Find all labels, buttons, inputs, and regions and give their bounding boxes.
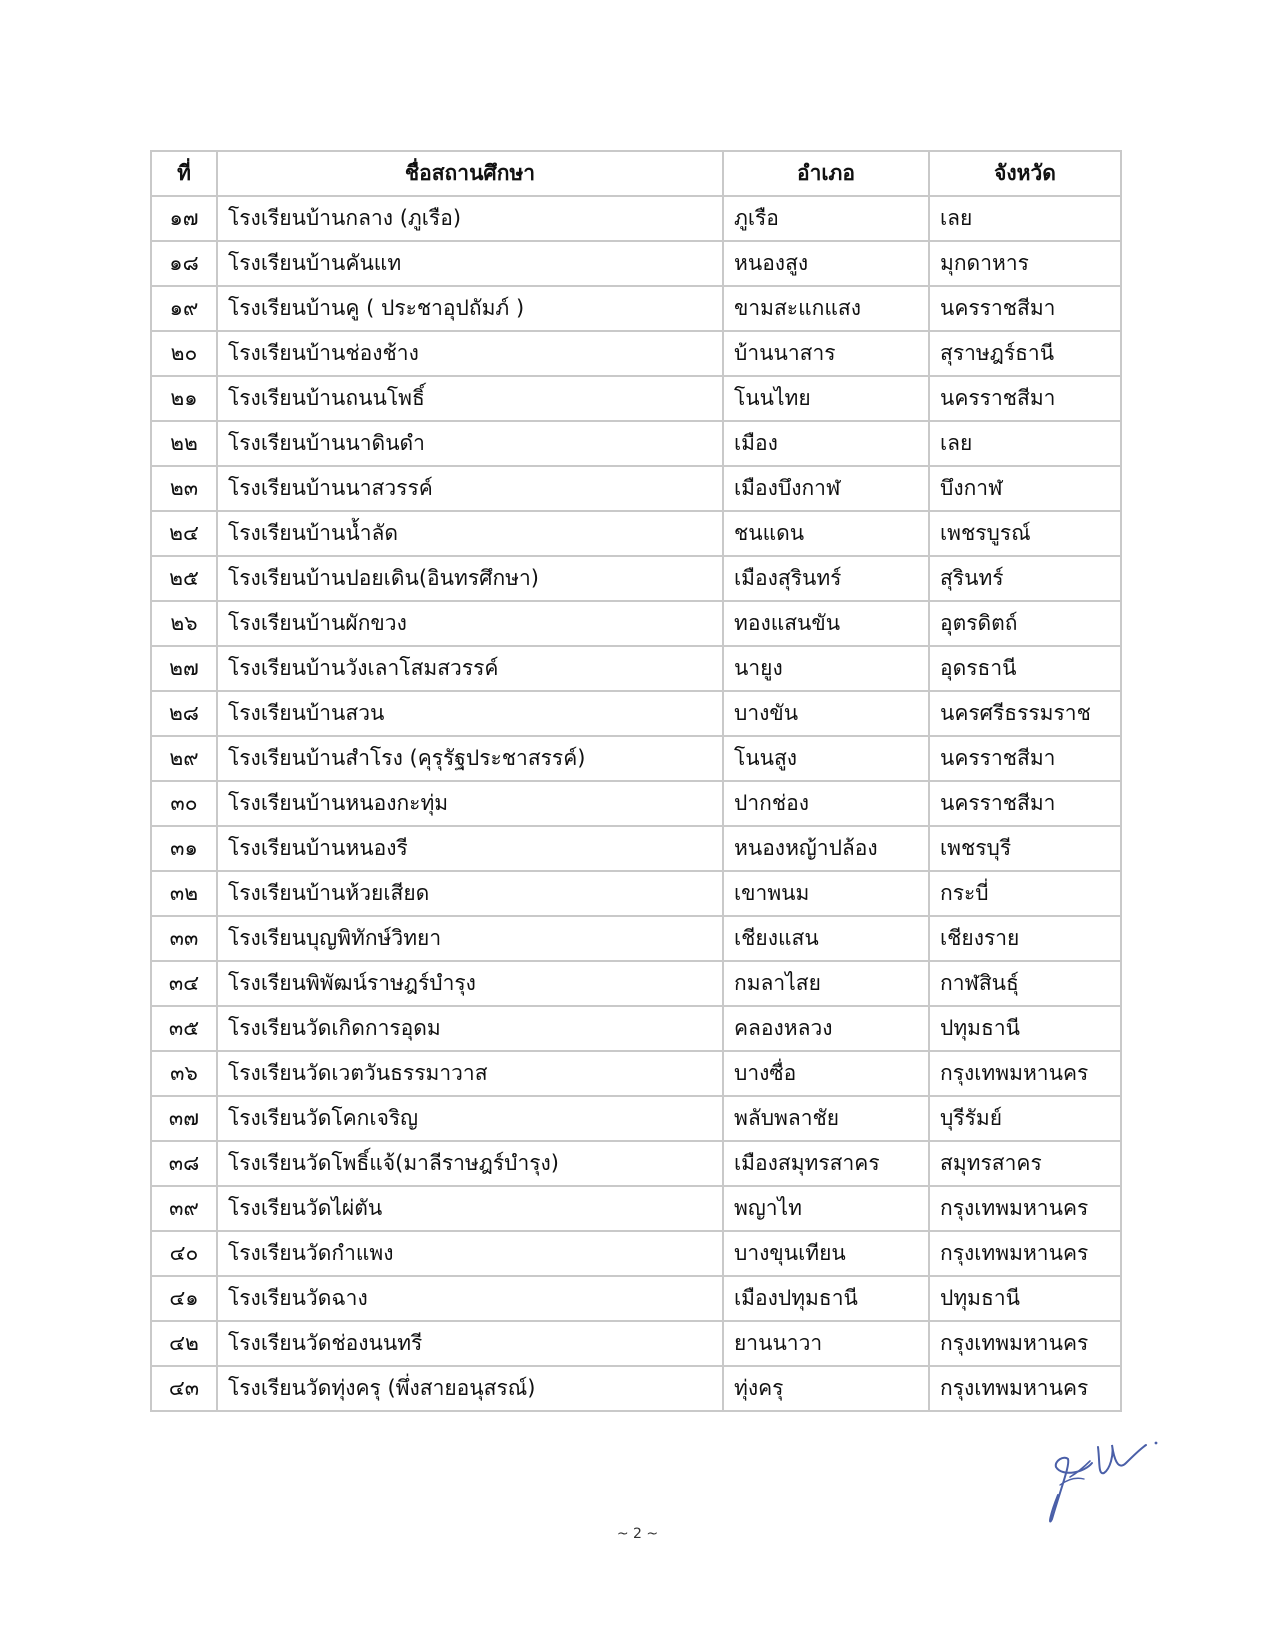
province-cell: กรุงเทพมหานคร (929, 1231, 1121, 1276)
province-cell: สุรินทร์ (929, 556, 1121, 601)
province-cell: บึงกาฬ (929, 466, 1121, 511)
district-cell: หนองหญ้าปล้อง (723, 826, 929, 871)
school-name-cell: โรงเรียนบ้านน้ำลัด (217, 511, 723, 556)
row-number: ๓๘ (151, 1141, 217, 1186)
province-cell: เลย (929, 196, 1121, 241)
province-cell: นครราชสีมา (929, 736, 1121, 781)
school-name-cell: โรงเรียนบ้านหนองกะทุ่ม (217, 781, 723, 826)
row-number: ๔๒ (151, 1321, 217, 1366)
row-number: ๓๕ (151, 1006, 217, 1051)
row-number: ๒๑ (151, 376, 217, 421)
school-name-cell: โรงเรียนบ้านช่องช้าง (217, 331, 723, 376)
province-cell: กรุงเทพมหานคร (929, 1186, 1121, 1231)
school-name-cell: โรงเรียนบ้านกลาง (ภูเรือ) (217, 196, 723, 241)
school-name-cell: โรงเรียนพิพัฒน์ราษฎร์บำรุง (217, 961, 723, 1006)
district-cell: พญาไท (723, 1186, 929, 1231)
province-cell: นครราชสีมา (929, 286, 1121, 331)
table-row (151, 331, 1121, 376)
province-cell: กรุงเทพมหานคร (929, 1366, 1121, 1411)
row-number: ๓๗ (151, 1096, 217, 1141)
row-number: ๓๓ (151, 916, 217, 961)
district-cell: เมืองสุรินทร์ (723, 556, 929, 601)
district-cell: บางซื่อ (723, 1051, 929, 1096)
row-number: ๒๒ (151, 421, 217, 466)
header-province: จังหวัด (929, 151, 1121, 196)
row-number: ๑๙ (151, 286, 217, 331)
school-name-cell: โรงเรียนบ้านวังเลาโสมสวรรค์ (217, 646, 723, 691)
district-cell: คลองหลวง (723, 1006, 929, 1051)
province-cell: อุตรดิตถ์ (929, 601, 1121, 646)
school-name-cell: โรงเรียนบ้านคู ( ประชาอุปถัมภ์ ) (217, 286, 723, 331)
district-cell: ทองแสนขัน (723, 601, 929, 646)
row-number: ๒๙ (151, 736, 217, 781)
school-name-cell: โรงเรียนวัดโคกเจริญ (217, 1096, 723, 1141)
province-cell: สุราษฎร์ธานี (929, 331, 1121, 376)
school-name-cell: โรงเรียนวัดโพธิ์แจ้(มาลีราษฎร์บำรุง) (217, 1141, 723, 1186)
table-row (151, 781, 1121, 826)
row-number: ๓๙ (151, 1186, 217, 1231)
school-name-cell: โรงเรียนบ้านห้วยเสียด (217, 871, 723, 916)
header-no: ที่ (151, 151, 217, 196)
table-body (151, 196, 1121, 1411)
school-name-cell: โรงเรียนบ้านคันแท (217, 241, 723, 286)
province-cell: กรุงเทพมหานคร (929, 1321, 1121, 1366)
table-row (151, 646, 1121, 691)
school-name-cell: โรงเรียนบ้านนาดินดำ (217, 421, 723, 466)
table-row (151, 1321, 1121, 1366)
school-name-cell: โรงเรียนบ้านสำโรง (คุรุรัฐประชาสรรค์) (217, 736, 723, 781)
table-row (151, 556, 1121, 601)
province-cell: บุรีรัมย์ (929, 1096, 1121, 1141)
school-name-cell: โรงเรียนวัดเกิดการอุดม (217, 1006, 723, 1051)
table-row (151, 241, 1121, 286)
row-number: ๓๑ (151, 826, 217, 871)
province-cell: ปทุมธานี (929, 1276, 1121, 1321)
row-number: ๔๐ (151, 1231, 217, 1276)
table-row (151, 916, 1121, 961)
row-number: ๓๒ (151, 871, 217, 916)
table-row (151, 376, 1121, 421)
row-number: ๒๐ (151, 331, 217, 376)
school-name-cell: โรงเรียนวัดช่องนนทรี (217, 1321, 723, 1366)
district-cell: ภูเรือ (723, 196, 929, 241)
row-number: ๒๔ (151, 511, 217, 556)
row-number: ๒๖ (151, 601, 217, 646)
row-number: ๓๖ (151, 1051, 217, 1096)
province-cell: สมุทรสาคร (929, 1141, 1121, 1186)
province-cell: นครราชสีมา (929, 376, 1121, 421)
header-district: อำเภอ (723, 151, 929, 196)
row-number: ๔๓ (151, 1366, 217, 1411)
district-cell: เมือง (723, 421, 929, 466)
school-name-cell: โรงเรียนบ้านผักขวง (217, 601, 723, 646)
schools-table (150, 150, 1122, 1412)
table-row (151, 826, 1121, 871)
province-cell: เพชรบูรณ์ (929, 511, 1121, 556)
table-row (151, 1231, 1121, 1276)
table-row (151, 1366, 1121, 1411)
school-name-cell: โรงเรียนวัดไผ่ตัน (217, 1186, 723, 1231)
row-number: ๓๔ (151, 961, 217, 1006)
district-cell: บ้านนาสาร (723, 331, 929, 376)
table-row (151, 1186, 1121, 1231)
row-number: ๒๕ (151, 556, 217, 601)
province-cell: ปทุมธานี (929, 1006, 1121, 1051)
school-name-cell: โรงเรียนบ้านสวน (217, 691, 723, 736)
school-name-cell: โรงเรียนบ้านถนนโพธิ์ (217, 376, 723, 421)
table-row (151, 1051, 1121, 1096)
district-cell: เมืองบึงกาฬ (723, 466, 929, 511)
table-row (151, 691, 1121, 736)
page-number: ~ 2 ~ (616, 1526, 659, 1542)
table-row (151, 286, 1121, 331)
district-cell: บางขัน (723, 691, 929, 736)
table-header-row (151, 151, 1121, 196)
school-name-cell: โรงเรียนบ้านปอยเดิน(อินทรศึกษา) (217, 556, 723, 601)
province-cell: นครศรีธรรมราช (929, 691, 1121, 736)
province-cell: นครราชสีมา (929, 781, 1121, 826)
province-cell: เลย (929, 421, 1121, 466)
district-cell: พลับพลาชัย (723, 1096, 929, 1141)
table-row (151, 871, 1121, 916)
district-cell: นายูง (723, 646, 929, 691)
table-row (151, 1006, 1121, 1051)
table-row (151, 1276, 1121, 1321)
province-cell: มุกดาหาร (929, 241, 1121, 286)
table-row (151, 961, 1121, 1006)
district-cell: เมืองปทุมธานี (723, 1276, 929, 1321)
province-cell: กรุงเทพมหานคร (929, 1051, 1121, 1096)
header-school-name: ชื่อสถานศึกษา (217, 151, 723, 196)
table-row (151, 421, 1121, 466)
district-cell: โนนสูง (723, 736, 929, 781)
province-cell: เพชรบุรี (929, 826, 1121, 871)
district-cell: หนองสูง (723, 241, 929, 286)
school-name-cell: โรงเรียนวัดกำแพง (217, 1231, 723, 1276)
row-number: ๑๘ (151, 241, 217, 286)
province-cell: กระบี่ (929, 871, 1121, 916)
table-row (151, 736, 1121, 781)
table-row (151, 1096, 1121, 1141)
school-name-cell: โรงเรียนวัดเวตวันธรรมาวาส (217, 1051, 723, 1096)
school-name-cell: โรงเรียนบ้านนาสวรรค์ (217, 466, 723, 511)
row-number: ๓๐ (151, 781, 217, 826)
province-cell: กาฬสินธุ์ (929, 961, 1121, 1006)
district-cell: ชนแดน (723, 511, 929, 556)
signature-icon (1040, 1415, 1190, 1535)
province-cell: เชียงราย (929, 916, 1121, 961)
school-name-cell: โรงเรียนวัดฉาง (217, 1276, 723, 1321)
row-number: ๒๘ (151, 691, 217, 736)
district-cell: ขามสะแกแสง (723, 286, 929, 331)
row-number: ๔๑ (151, 1276, 217, 1321)
table-row (151, 1141, 1121, 1186)
district-cell: เชียงแสน (723, 916, 929, 961)
district-cell: โนนไทย (723, 376, 929, 421)
row-number: ๑๗ (151, 196, 217, 241)
table-row (151, 601, 1121, 646)
table-row (151, 196, 1121, 241)
row-number: ๒๗ (151, 646, 217, 691)
district-cell: บางขุนเทียน (723, 1231, 929, 1276)
table-row (151, 466, 1121, 511)
table-row (151, 511, 1121, 556)
district-cell: ทุ่งครุ (723, 1366, 929, 1411)
district-cell: เมืองสมุทรสาคร (723, 1141, 929, 1186)
district-cell: เขาพนม (723, 871, 929, 916)
school-name-cell: โรงเรียนบุญพิทักษ์วิทยา (217, 916, 723, 961)
district-cell: ปากช่อง (723, 781, 929, 826)
province-cell: อุดรธานี (929, 646, 1121, 691)
district-cell: กมลาไสย (723, 961, 929, 1006)
district-cell: ยานนาวา (723, 1321, 929, 1366)
school-name-cell: โรงเรียนบ้านหนองรี (217, 826, 723, 871)
school-name-cell: โรงเรียนวัดทุ่งครุ (พึ่งสายอนุสรณ์) (217, 1366, 723, 1411)
row-number: ๒๓ (151, 466, 217, 511)
